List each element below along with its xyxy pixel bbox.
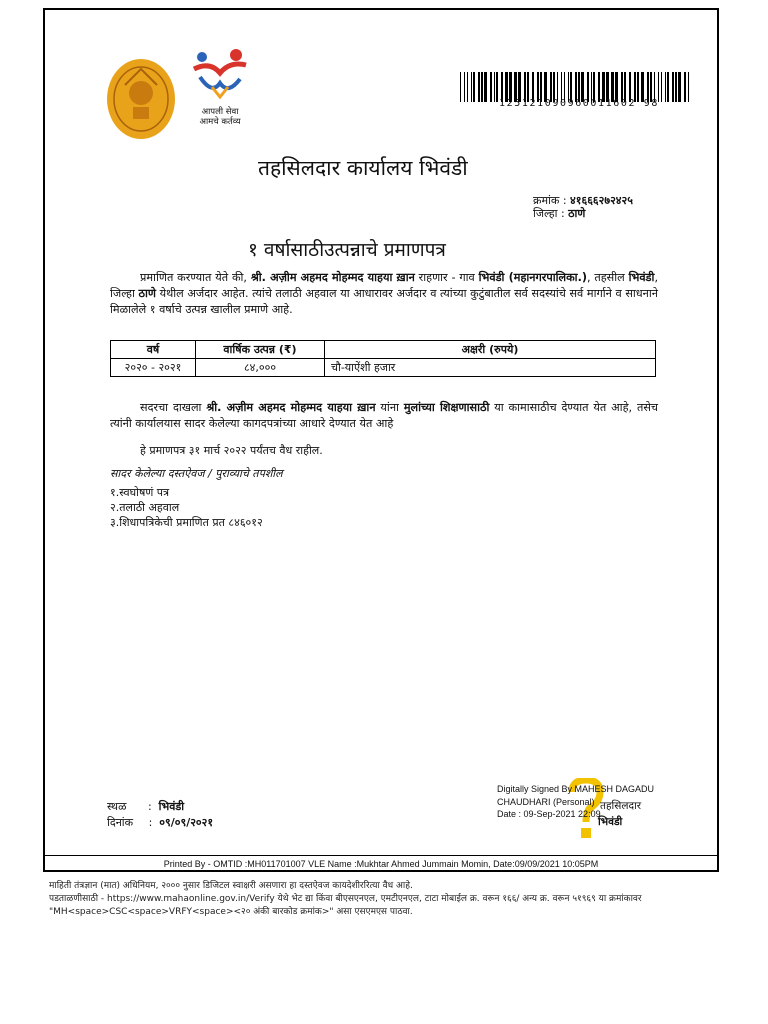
list-item: २.तलाठी अहवाल [110, 501, 180, 514]
documents-heading: सादर केलेल्या दस्तऐवज / पुराव्याचे तपशील [110, 467, 283, 480]
district-value: ठाणे [568, 207, 586, 220]
verification-notes [49, 880, 739, 919]
list-item: १.स्वघोषणं पत्र [110, 486, 170, 499]
village-name: भिवंडी (महानगरपालिका.) [478, 271, 587, 284]
printed-by-bar: Printed By - OMTID :MH011701007 VLE Name :Mukhtar Ahmed Jummain Momin, Date:09/09/2021 10:05PM [43, 855, 719, 872]
date-value: ०९/०९/२०२१ [159, 816, 214, 829]
header-year: वर्ष [111, 341, 196, 359]
cell-income: ८४,००० [196, 359, 325, 377]
header-income: वार्षिक उत्पन्न (₹) [196, 341, 325, 359]
signature-line1: Digitally Signed By MAHESH DAGADU [497, 784, 655, 794]
barcode-bar [460, 72, 461, 102]
cell-year: २०२० - २०२१ [111, 359, 196, 377]
barcode-number: 125121090960011602 98 [498, 98, 660, 109]
income-table-header [111, 341, 656, 359]
maharashtra-seal-icon [105, 55, 177, 141]
note-line: "MH<space>CSC<space>VRFY<space><२० अंकी बारकोड क्रमांक>" असा एसएमएस पाठवा. [49, 907, 413, 917]
validity-statement: हे प्रमाणपत्र ३१ मार्च २०२२ पर्यंतच वैध राहील. [140, 444, 323, 457]
para1-mid3: , जिल्हा [110, 271, 658, 300]
header-in-words: अक्षरी (रुपये) [325, 341, 656, 359]
certification-paragraph [110, 270, 658, 318]
documents-list [110, 466, 283, 530]
taluka-name: भिवंडी [628, 271, 655, 284]
seva-people-icon [190, 47, 250, 101]
seva-logo-line2: आमचे कर्तव्य [199, 117, 241, 127]
place-label: स्थळ [107, 800, 127, 813]
para1-tail: येथील अर्जदार आहेत. त्यांचे तलाठी अहवाल या आधारावर अर्जदार व त्यांच्या कुटुंबातील सर्व सदस्यांचे सर्व मार्गाने व साधनाने मिळालेले १ वर्षाचे उत्पन्न खालील प्रमाणे आहे. [110, 287, 658, 316]
para2-lead: सदरचा दाखला [140, 401, 207, 414]
aapli-seva-logo [190, 47, 250, 129]
para2-mid: यांना [375, 401, 404, 414]
note-line: पडताळणीसाठी - https://www.mahaonline.gov.in/Verify येथे भेट द्या किंवा बीएसएनएल, एमटीएनएल, टाटा मोबाईल क्र. वरून १६६/ अन्य क्र. वरून ५१९६९ या क्रमांकावर [49, 894, 642, 904]
applicant-name-2: श्री. अज़ीम अहमद मोहम्मद याहया ख़ान [206, 401, 376, 414]
list-item: ३.शिधापत्रिकेची प्रमाणित प्रत ८४६०१२ [110, 516, 263, 529]
signatory-place: भिवंडी [598, 816, 623, 828]
date-label: दिनांक [107, 816, 134, 829]
para1-mid1: राहणार - गाव [414, 271, 479, 284]
para1-mid2: , तहसील [586, 271, 629, 284]
district-name: ठाणे [138, 287, 156, 300]
purpose-paragraph [110, 400, 658, 432]
district-label: जिल्हा : [533, 207, 565, 220]
office-title: तहसिलदार कार्यालय भिवंडी [258, 156, 468, 180]
ref-number-label: क्रमांक : [533, 194, 567, 207]
note-line: माहिती तंत्रज्ञान (मात) अधिनियम, २००० नुसार डिजिटल स्वाक्षरी असणारा हा दस्तऐवज कायदेशीररित्या वैध आहे. [49, 881, 413, 891]
certificate-title: १ वर्षासाठीउत्पन्नाचे प्रमाणपत्र [248, 239, 446, 261]
para1-lead: प्रमाणित करण्यात येते की, [140, 271, 251, 284]
seva-logo-line1: आपली सेवा [201, 107, 239, 117]
purpose: मुलांच्या शिक्षणासाठी [403, 401, 490, 414]
signature-line3: Date : 09-Sep-2021 22:09 [497, 809, 601, 819]
ref-number-value: ४१६६६२७२४२५ [570, 194, 633, 207]
signature-line2: CHAUDHARI (Personal) [497, 796, 595, 807]
place-field: स्थळ : भिवंडी [107, 800, 185, 813]
date-field: दिनांक : ०९/०९/२०२१ [107, 816, 214, 829]
place-value: भिवंडी [158, 800, 185, 813]
para2-tail: या कामासाठीच देण्यात येत आहे, तसेच त्यांनी कार्यालयास सादर केलेल्या कागदपत्रांच्या आधारे देण्यात येत आहे [110, 401, 658, 430]
income-table [110, 340, 656, 377]
applicant-name: श्री. अज़ीम अहमद मोहम्मद याहया ख़ान [250, 271, 415, 284]
signatory-designation: तहसिलदार [600, 800, 642, 812]
cell-in-words: चौ-याऐंशी हजार [325, 359, 656, 377]
district-field [533, 206, 585, 221]
table-row [111, 359, 656, 377]
